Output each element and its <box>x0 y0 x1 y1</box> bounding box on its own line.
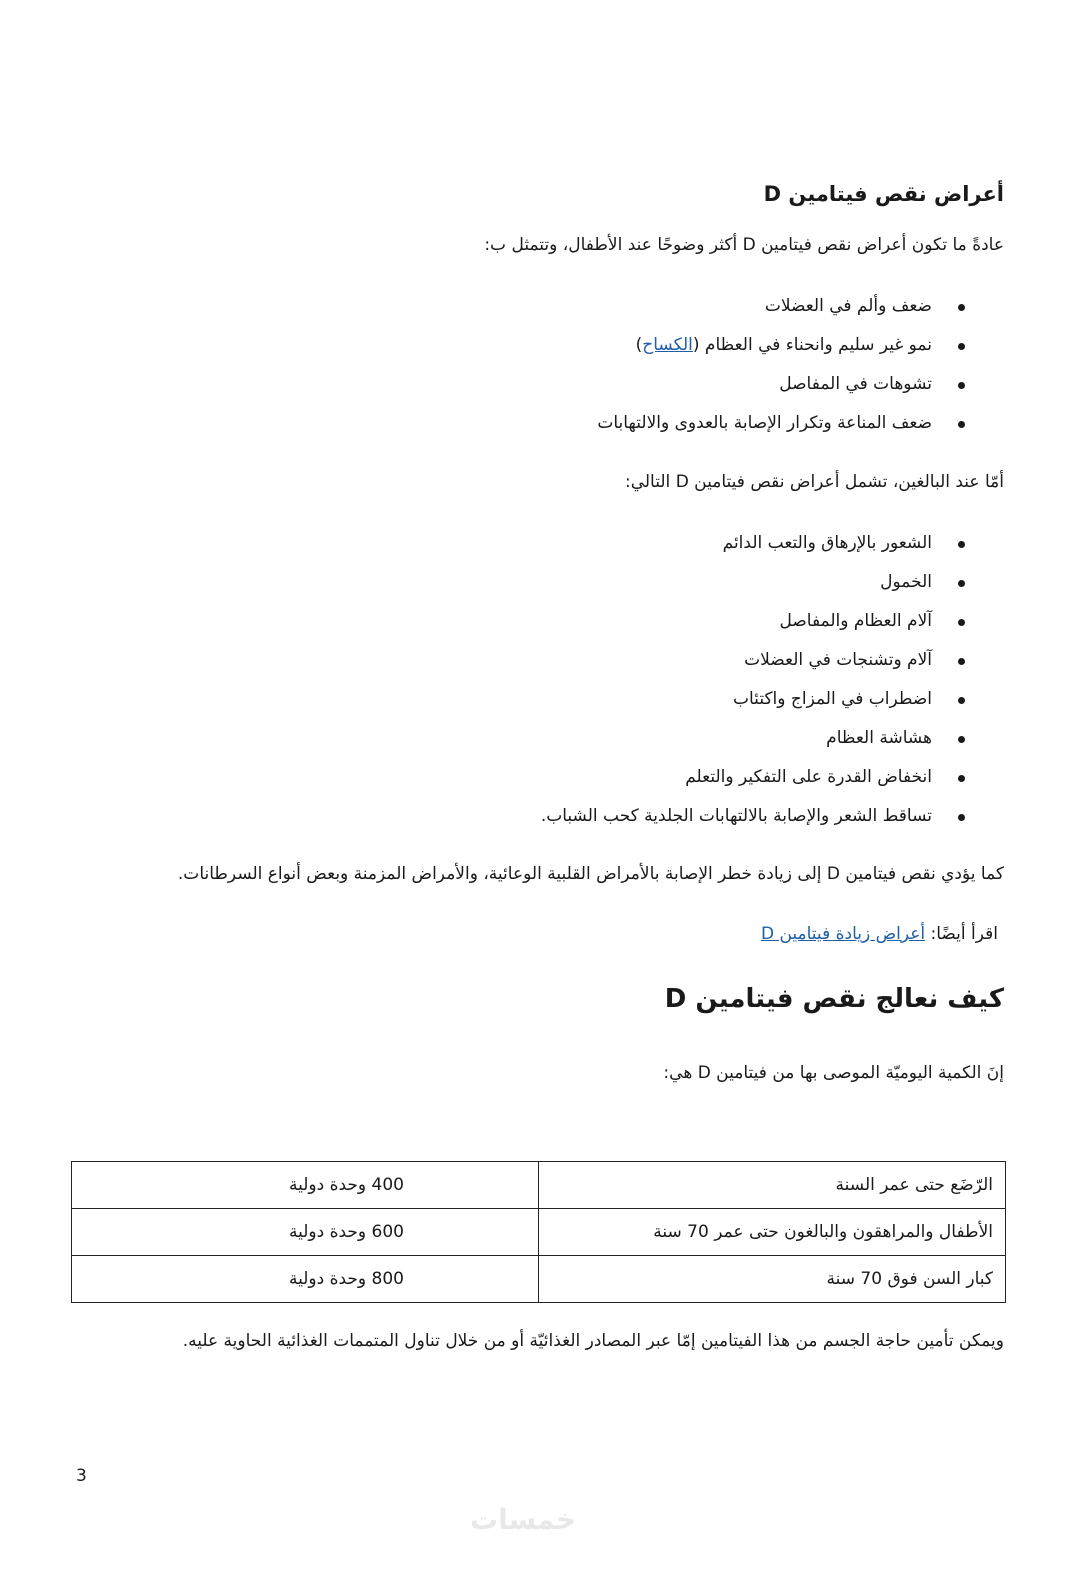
page-number: 3 <box>76 1466 87 1486</box>
table-cell-group: الرّضَع حتى عمر السنة <box>539 1162 1006 1209</box>
table-cell-group: الأطفال والمراهقون والبالغون حتى عمر 70 سنة <box>539 1209 1006 1256</box>
table-cell-dose: 400 وحدة دولية <box>72 1162 539 1209</box>
list-item: الشعور بالإرهاق والتعب الدائم <box>541 524 1004 563</box>
list-item: ضعف وألم في العضلات <box>597 287 1004 326</box>
list-item: تساقط الشعر والإصابة بالالتهابات الجلدية كحب الشباب. <box>541 797 1004 836</box>
bullet-dot <box>958 304 965 311</box>
list-item: انخفاض القدرة على التفكير والتعلم <box>541 758 1004 797</box>
list-item: آلام وتشنجات في العضلات <box>541 641 1004 680</box>
table-row <box>72 1209 1006 1256</box>
bullet-dot <box>958 343 965 350</box>
list-item: هشاشة العظام <box>541 719 1004 758</box>
bullet-dot <box>958 814 965 821</box>
bullet-dot <box>958 619 965 626</box>
table-cell-dose: 800 وحدة دولية <box>72 1256 539 1303</box>
adults-intro: أمّا عند البالغين، تشمل أعراض نقص فيتامين D التالي: <box>624 472 1004 492</box>
read-also-link[interactable]: أعراض زيادة فيتامين D <box>760 924 926 944</box>
list-item: نمو غير سليم وانحناء في العظام (الكساح) <box>597 326 1004 365</box>
bullet-dot <box>958 421 965 428</box>
table-row <box>72 1162 1006 1209</box>
closing-paragraph: ويمكن تأمين حاجة الجسم من هذا الفيتامين إمّا عبر المصادر الغذائيّة أو من خلال تناول المتممات الغذائية الحاوية عليه. <box>182 1331 1004 1351</box>
dosage-intro: إنَ الكمية اليوميّة الموصى بها من فيتامين D هي: <box>663 1063 1004 1083</box>
table-cell-dose: 600 وحدة دولية <box>72 1209 539 1256</box>
bullet-dot <box>958 697 965 704</box>
children-symptoms-list <box>597 287 1004 443</box>
list-item: آلام العظام والمفاصل <box>541 602 1004 641</box>
adult-symptoms-list <box>541 524 1004 836</box>
bullet-dot <box>958 541 965 548</box>
table-cell-group: كبار السن فوق 70 سنة <box>539 1256 1006 1303</box>
list-item: تشوهات في المفاصل <box>597 365 1004 404</box>
section-title-symptoms: أعراض نقص فيتامين D <box>763 182 1004 206</box>
section-title-treatment: كيف نعالج نقص فيتامين D <box>664 984 1004 1014</box>
bullet-dot <box>958 658 965 665</box>
bullet-dot <box>958 580 965 587</box>
read-also-label: اقرأ أيضًا: <box>925 924 998 944</box>
bullet-dot <box>958 382 965 389</box>
bullet-dot <box>958 775 965 782</box>
rickets-link[interactable]: الكساح <box>642 335 693 355</box>
children-intro: عادةً ما تكون أعراض نقص فيتامين D أكثر وضوحًا عند الأطفال، وتتمثل ب: <box>484 235 1004 255</box>
list-item: اضطراب في المزاج واكتئاب <box>541 680 1004 719</box>
bullet-dot <box>958 736 965 743</box>
table-row <box>72 1256 1006 1303</box>
list-item: الخمول <box>541 563 1004 602</box>
list-item: ضعف المناعة وتكرار الإصابة بالعدوى والالتهابات <box>597 404 1004 443</box>
dosage-table <box>71 1161 1006 1303</box>
watermark-logo: خمسات <box>470 1503 577 1536</box>
read-also <box>761 924 998 944</box>
risk-paragraph: كما يؤدي نقص فيتامين D إلى زيادة خطر الإصابة بالأمراض القلبية الوعائية، والأمراض المزمنة وبعض أنواع السرطانات. <box>177 864 1004 884</box>
